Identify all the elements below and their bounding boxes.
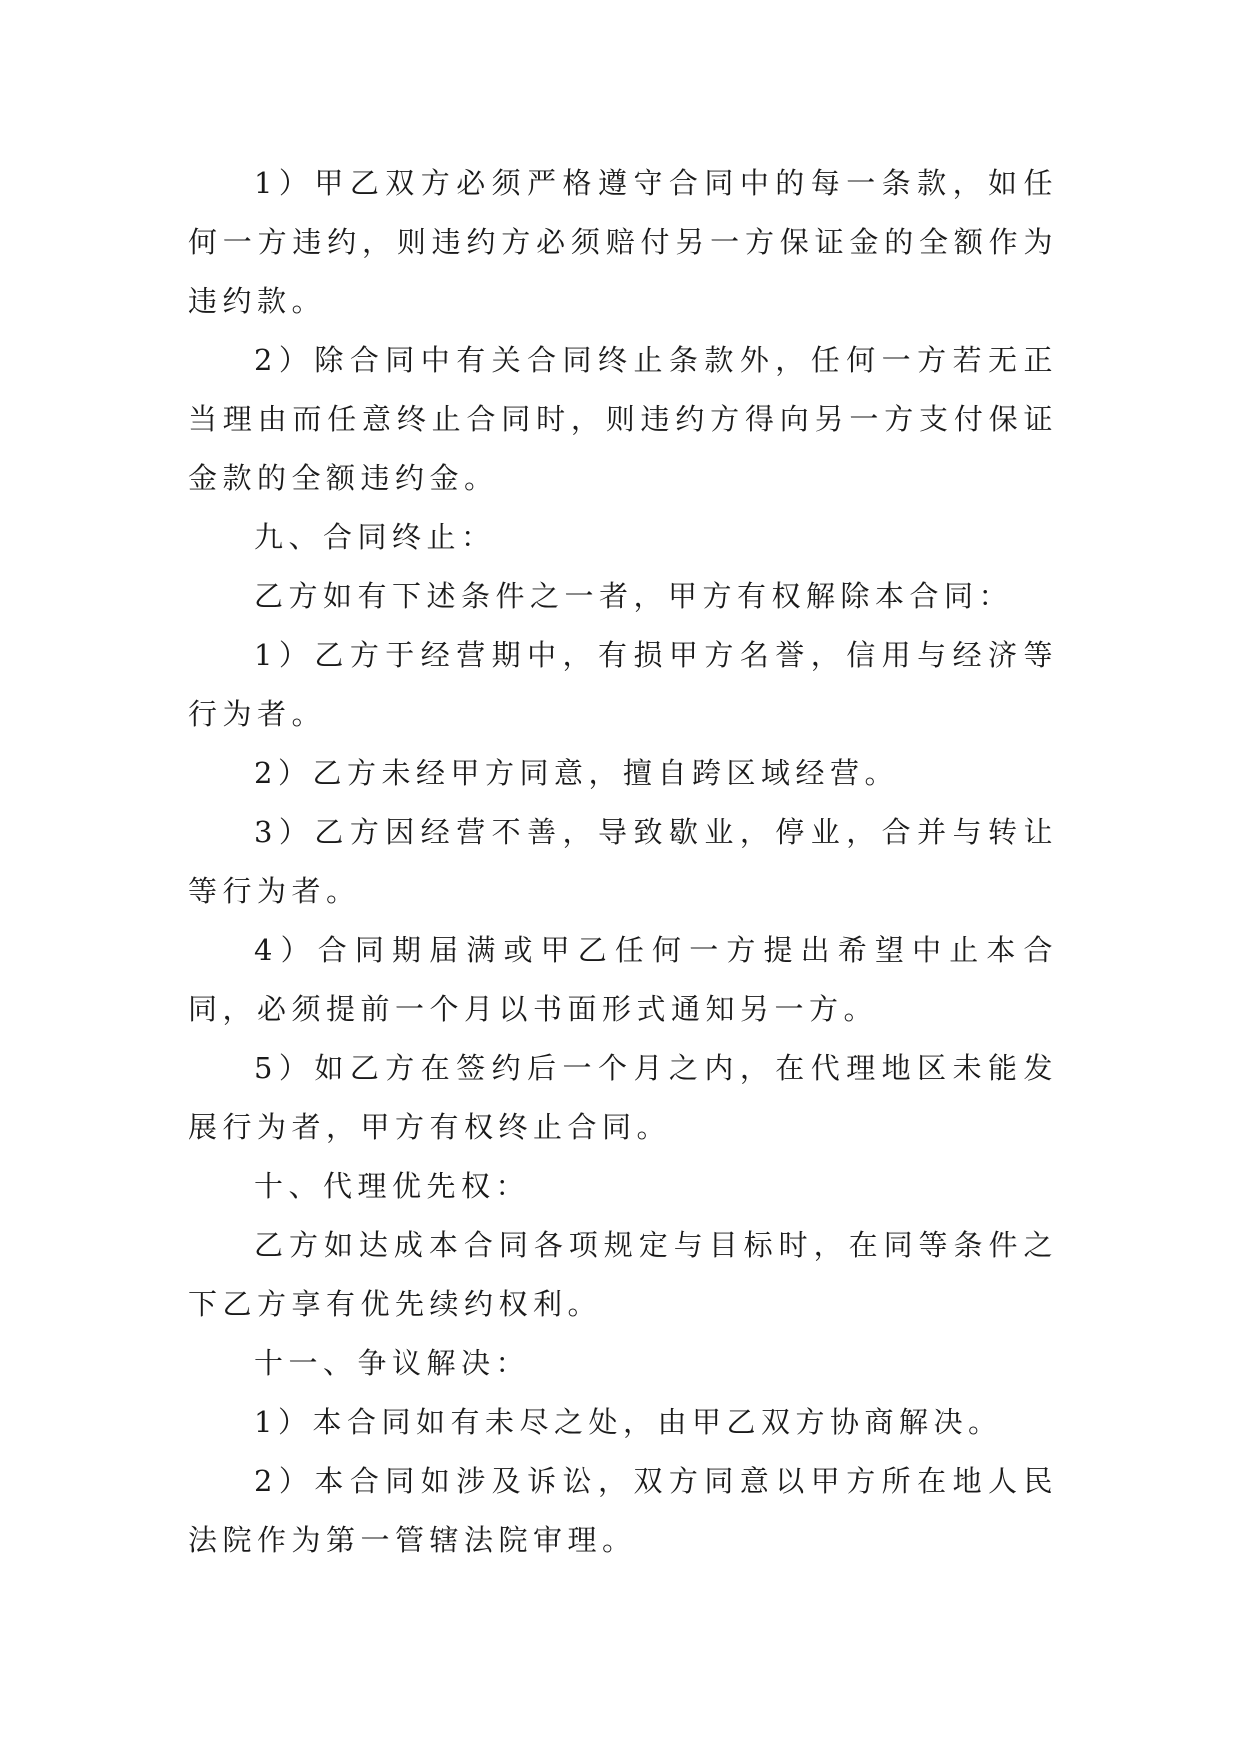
- paragraph-termination-5: 5）如乙方在签约后一个月之内，在代理地区未能发展行为者，甲方有权终止合同。: [188, 1051, 1058, 1144]
- paragraph-priority: 乙方如达成本合同各项规定与目标时，在同等条件之下乙方享有优先续约权利。: [188, 1228, 1058, 1321]
- paragraph-dispute-2: 2）本合同如涉及诉讼，双方同意以甲方所在地人民法院作为第一管辖法院审理。: [188, 1464, 1058, 1557]
- paragraph-breach-1: 1）甲乙双方必须严格遵守合同中的每一条款，如任何一方违约，则违约方必须赔付另一方保证金的全额作为违约款。: [188, 166, 1058, 318]
- paragraph-termination-4: 4）合同期届满或甲乙任何一方提出希望中止本合同，必须提前一个月以书面形式通知另一方。: [188, 933, 1058, 1026]
- paragraph-breach-2: 2）除合同中有关合同终止条款外，任何一方若无正当理由而任意终止合同时，则违约方得向另一方支付保证金款的全额违约金。: [188, 343, 1058, 495]
- paragraph-termination-3: 3）乙方因经营不善，导致歇业，停业，合并与转让等行为者。: [188, 815, 1058, 908]
- document-body: [188, 154, 1058, 1570]
- paragraph-termination-2: 2）乙方未经甲方同意，擅自跨区域经营。: [254, 756, 899, 790]
- paragraph-termination-intro: 乙方如有下述条件之一者，甲方有权解除本合同：: [254, 579, 1014, 613]
- section-heading-termination: 九、合同终止：: [254, 520, 496, 554]
- paragraph-termination-1: 1）乙方于经营期中，有损甲方名誉，信用与经济等行为者。: [188, 638, 1058, 731]
- section-heading-priority: 十、代理优先权：: [254, 1169, 531, 1203]
- section-heading-dispute: 十一、争议解决：: [254, 1346, 531, 1380]
- paragraph-dispute-1: 1）本合同如有未尽之处，由甲乙双方协商解决。: [254, 1405, 1003, 1439]
